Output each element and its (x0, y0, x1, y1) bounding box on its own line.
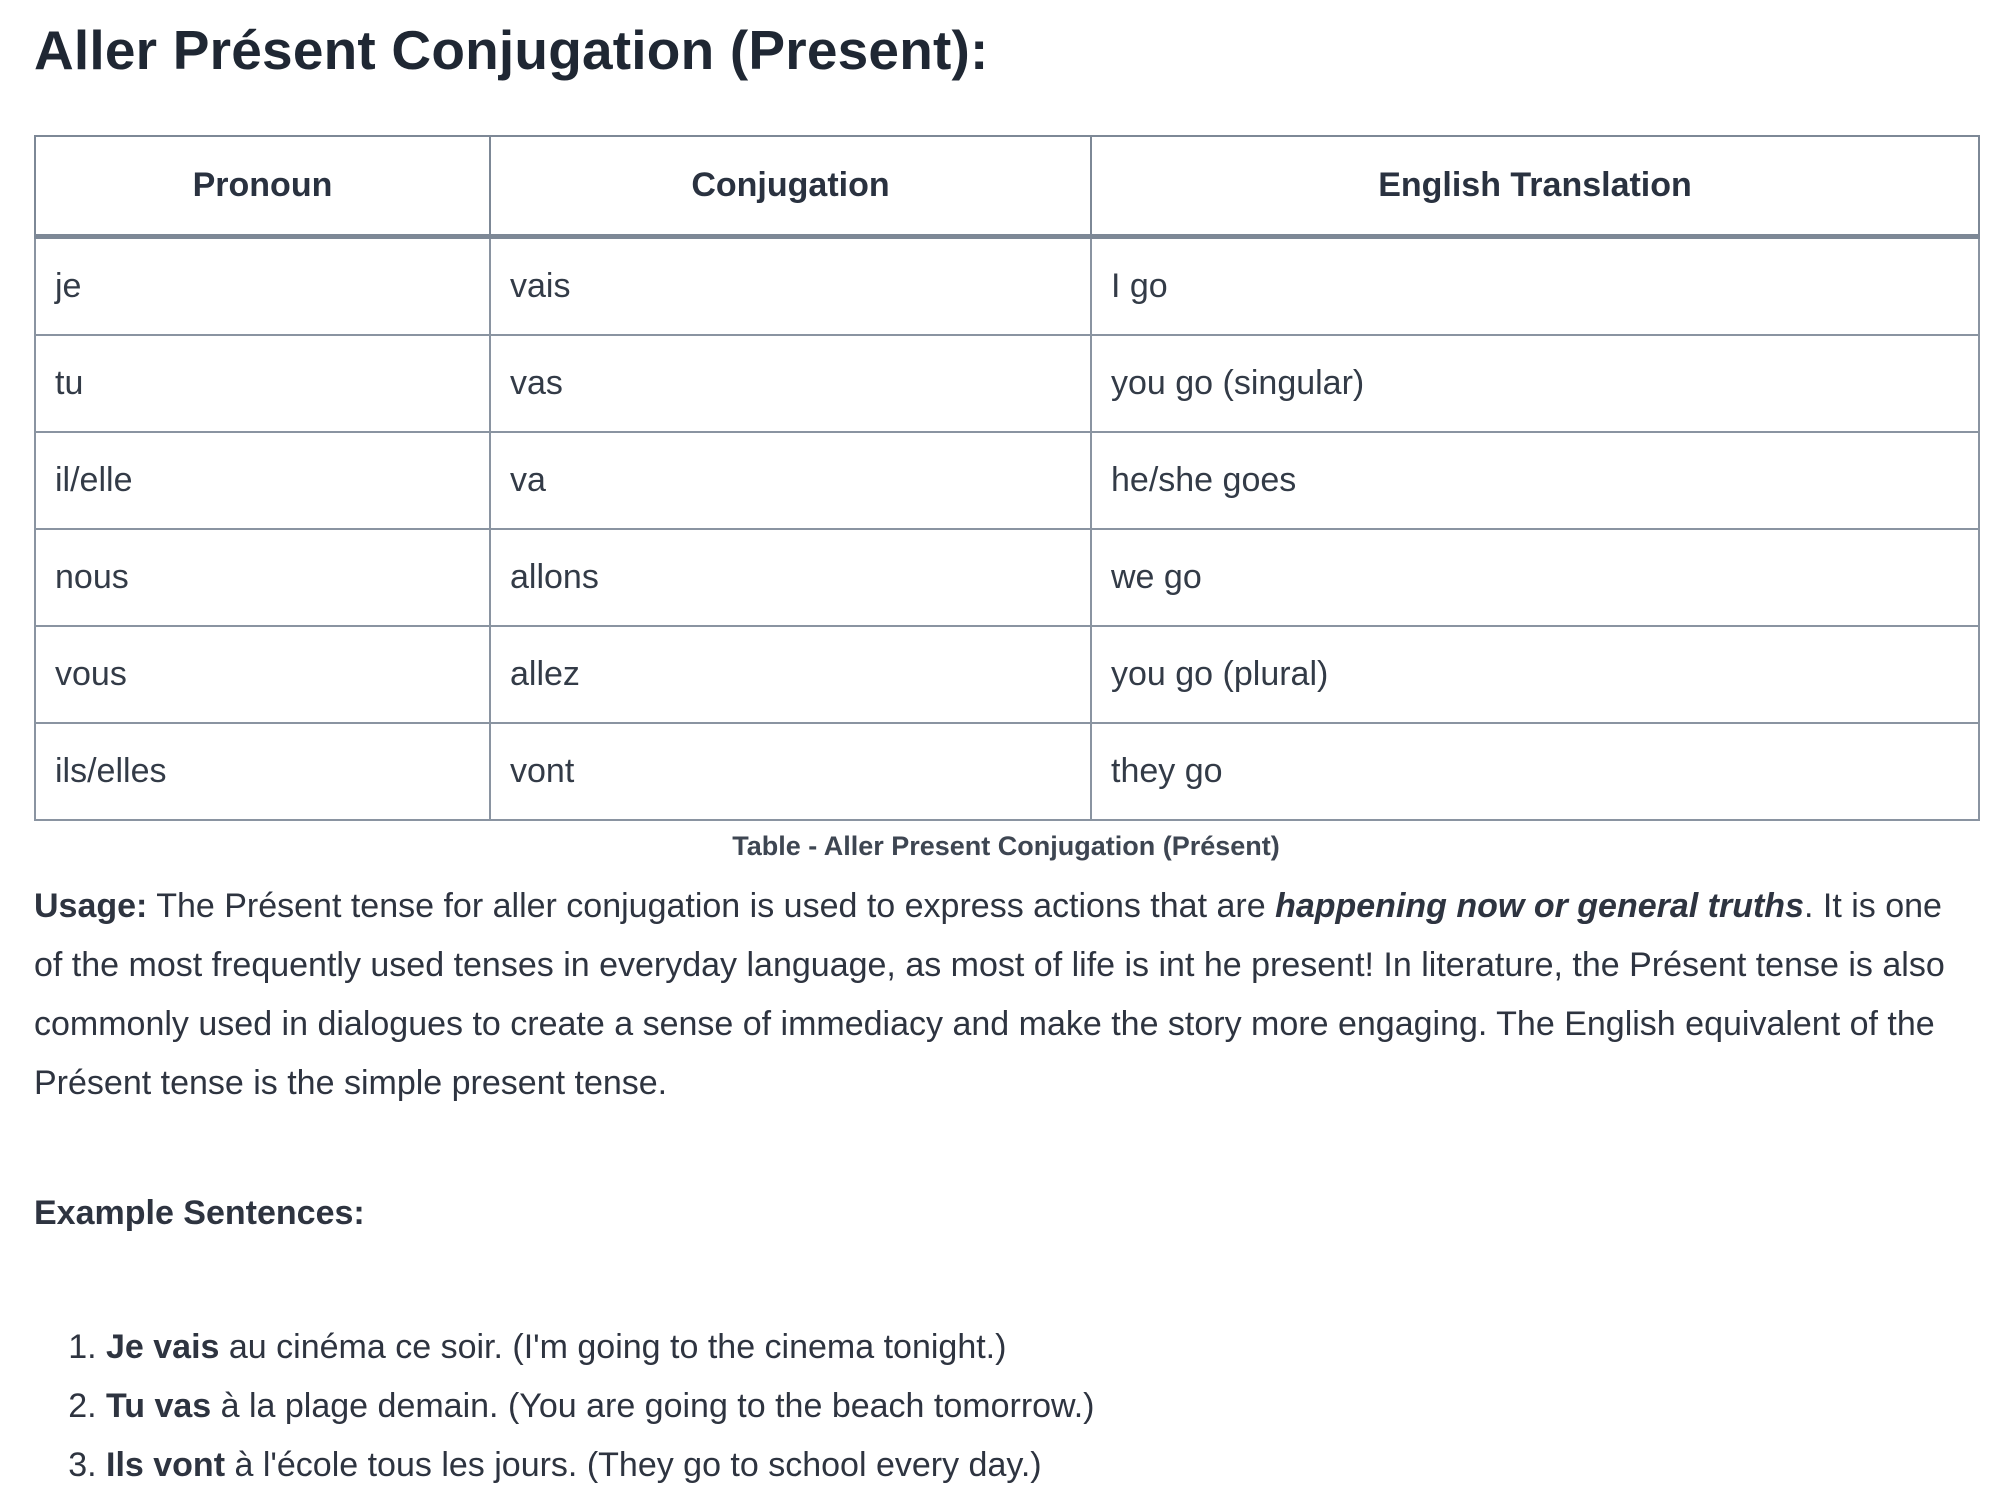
cell-pronoun: vous (35, 626, 490, 723)
cell-pronoun: nous (35, 529, 490, 626)
usage-label: Usage: (34, 887, 148, 925)
example-text: au cinéma ce soir. (I'm going to the cinema tonight.) (219, 1328, 1007, 1366)
table-caption: Table - Aller Present Conjugation (Présent) (732, 831, 1280, 861)
example-bold: Tu vas (106, 1387, 212, 1425)
example-text: à la plage demain. (You are going to the beach tomorrow.) (211, 1387, 1095, 1425)
table-row (35, 529, 1979, 626)
cell-conjugation: allons (490, 529, 1091, 626)
table-row (35, 237, 1979, 336)
conjugation-table (34, 135, 1980, 821)
table-row (35, 626, 1979, 723)
cell-pronoun: je (35, 237, 490, 336)
page-title: Aller Présent Conjugation (Present): (34, 19, 989, 81)
cell-conjugation: vas (490, 335, 1091, 432)
cell-translation: you go (singular) (1091, 335, 1979, 432)
usage-text-before: The Présent tense for aller conjugation is used to express actions that are (147, 887, 1276, 925)
examples-list (34, 1318, 1978, 1495)
cell-translation: we go (1091, 529, 1979, 626)
usage-emphasis: happening now or general truths (1275, 887, 1804, 925)
header-pronoun: Pronoun (35, 136, 490, 237)
cell-translation: you go (plural) (1091, 626, 1979, 723)
header-english-translation: English Translation (1091, 136, 1979, 237)
header-conjugation: Conjugation (490, 136, 1091, 237)
list-item (106, 1436, 1978, 1495)
cell-conjugation: va (490, 432, 1091, 529)
examples-heading: Example Sentences: (34, 1194, 365, 1232)
cell-pronoun: tu (35, 335, 490, 432)
cell-pronoun: ils/elles (35, 723, 490, 820)
example-text: à l'école tous les jours. (They go to school every day.) (225, 1446, 1042, 1484)
example-bold: Je vais (106, 1328, 220, 1366)
example-bold: Ils vont (106, 1446, 226, 1484)
cell-conjugation: allez (490, 626, 1091, 723)
list-item (106, 1377, 1978, 1436)
table-row (35, 432, 1979, 529)
cell-translation: I go (1091, 237, 1979, 336)
table-row (35, 723, 1979, 820)
list-item (106, 1318, 1978, 1377)
usage-text-after: . It is one of the most frequently used tenses in everyday language, as most of life is int he present! In literature, the Présent tense is also commonly used in dialogues to create a sense of immediacy and make the story more engaging. The English equivalent of the Présent tense is the simple present tense. (34, 887, 1945, 1102)
cell-conjugation: vont (490, 723, 1091, 820)
cell-pronoun: il/elle (35, 432, 490, 529)
cell-translation: they go (1091, 723, 1979, 820)
usage-paragraph (34, 877, 1978, 1113)
table-header-row (35, 136, 1979, 237)
table-row (35, 335, 1979, 432)
cell-translation: he/she goes (1091, 432, 1979, 529)
cell-conjugation: vais (490, 237, 1091, 336)
